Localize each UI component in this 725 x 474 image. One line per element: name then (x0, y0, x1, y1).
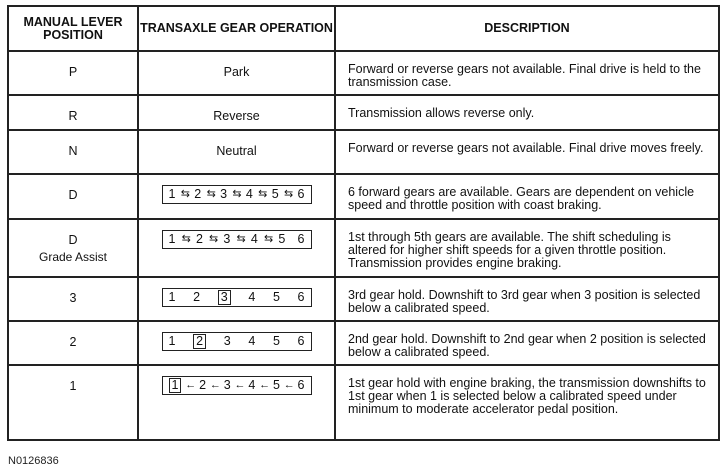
shift-arrow-icon: ⇆ (236, 233, 245, 245)
header-gear-operation: TRANSAXLE GEAR OPERATION (138, 6, 335, 51)
gear-operation-cell (138, 321, 335, 365)
gear-number: 4 (250, 232, 258, 246)
gear-number: 6 (297, 232, 305, 246)
selected-gear: 1 (169, 378, 182, 393)
selected-gear: 3 (218, 290, 231, 305)
shift-arrow-icon: ⇆ (180, 188, 189, 200)
description-cell: Transmission allows reverse only. (335, 95, 719, 130)
shift-arrow-icon: ⇆ (263, 233, 273, 245)
table-row (8, 174, 719, 219)
table-row (8, 95, 719, 130)
gear-number: 1 (168, 232, 176, 246)
gear-diagram (162, 185, 312, 204)
lever-position-cell (8, 219, 138, 277)
gear-number: 5 (278, 232, 286, 246)
gear-diagram (162, 332, 312, 351)
description-cell: Forward or reverse gears not available. Final drive moves freely. (335, 130, 719, 174)
gear-operation-cell (138, 219, 335, 277)
gear-operation: Reverse (213, 109, 260, 123)
description-cell: 6 forward gears are available. Gears are dependent on vehicle speed and throttle position with coast braking. (335, 174, 719, 219)
gear-diagram (162, 376, 312, 395)
shift-arrow-icon: ← (209, 379, 220, 391)
gear-number: 3 (223, 232, 231, 246)
lever-position: N (68, 144, 78, 158)
gear-number: 1 (168, 334, 176, 348)
gear-number: 6 (297, 378, 305, 392)
gear-number: 2 (194, 187, 202, 201)
transaxle-table (7, 5, 720, 441)
lever-position: D (68, 188, 78, 202)
selected-gear: 2 (193, 334, 206, 349)
gear-operation: Neutral (216, 144, 257, 158)
gear-number: 2 (199, 378, 207, 392)
shift-arrow-icon: ⇆ (206, 188, 215, 200)
lever-position: P (68, 65, 78, 79)
gear-number: 4 (245, 187, 253, 201)
gear-number: 5 (272, 334, 280, 348)
gear-operation-cell (138, 130, 335, 174)
shift-arrow-icon: ← (259, 379, 270, 391)
lever-position: R (68, 109, 78, 123)
shift-arrow-icon: ← (234, 379, 245, 391)
gear-number: 4 (248, 378, 256, 392)
lever-position: 1 (69, 379, 77, 393)
gear-number: 5 (271, 187, 279, 201)
lever-position-cell (8, 365, 138, 440)
shift-arrow-icon: ← (185, 379, 196, 391)
gear-operation-cell (138, 277, 335, 321)
description-cell: 1st through 5th gears are available. The shift scheduling is altered for higher shift speeds for a given throttle position. Transmission provides engine braking. (335, 219, 719, 277)
lever-position-cell (8, 277, 138, 321)
lever-position: 2 (69, 335, 77, 349)
gear-number: 6 (297, 187, 305, 201)
gear-number: 2 (195, 232, 203, 246)
gear-number: 6 (297, 334, 305, 348)
gear-number: 4 (248, 334, 256, 348)
description-cell: 1st gear hold with engine braking, the transmission downshifts to 1st gear when 1 is selected below a calibrated speed under minimum to moderate accelerator pedal position. (335, 365, 719, 440)
gear-operation-cell (138, 95, 335, 130)
table-row (8, 51, 719, 95)
header-lever-position: MANUAL LEVER POSITION (8, 6, 138, 51)
gear-diagram (162, 230, 312, 249)
gear-number: 1 (168, 290, 176, 304)
table-row (8, 219, 719, 277)
gear-number: 1 (168, 187, 176, 201)
lever-position-cell (8, 174, 138, 219)
lever-position: 3 (69, 291, 77, 305)
lever-position-cell (8, 51, 138, 95)
gear-number: 4 (248, 290, 256, 304)
description-cell: 2nd gear hold. Downshift to 2nd gear when 2 position is selected below a calibrated speed. (335, 321, 719, 365)
gear-number: 3 (223, 378, 231, 392)
gear-diagram (162, 288, 312, 307)
table-row (8, 130, 719, 174)
header-description: DESCRIPTION (335, 6, 719, 51)
gear-number: 3 (220, 187, 228, 201)
description-cell: Forward or reverse gears not available. Final drive is held to the transmission case. (335, 51, 719, 95)
shift-arrow-icon: ⇆ (181, 233, 190, 245)
gear-operation-cell (138, 365, 335, 440)
header-row (8, 6, 719, 51)
gear-operation: Park (223, 65, 250, 79)
figure-id: N0126836 (8, 455, 59, 467)
lever-position-cell (8, 95, 138, 130)
shift-arrow-icon: ← (283, 379, 294, 391)
shift-arrow-icon: ⇆ (232, 188, 241, 200)
table-row (8, 321, 719, 365)
shift-arrow-icon: ⇆ (209, 233, 218, 245)
description-cell: 3rd gear hold. Downshift to 3rd gear when 3 position is selected below a calibrated speed. (335, 277, 719, 321)
lever-position-cell (8, 130, 138, 174)
table-row (8, 365, 719, 440)
gear-operation-cell (138, 51, 335, 95)
gear-number: 5 (272, 290, 280, 304)
gear-number: 3 (223, 334, 231, 348)
lever-position-sublabel: Grade Assist (38, 250, 108, 264)
table-row (8, 277, 719, 321)
gear-number: 6 (297, 290, 305, 304)
shift-arrow-icon: ⇆ (283, 188, 293, 200)
lever-position-cell (8, 321, 138, 365)
gear-number: 5 (272, 378, 280, 392)
gear-number: 2 (193, 290, 201, 304)
shift-arrow-icon: ⇆ (258, 188, 267, 200)
gear-operation-cell (138, 174, 335, 219)
lever-position: D (68, 233, 78, 247)
